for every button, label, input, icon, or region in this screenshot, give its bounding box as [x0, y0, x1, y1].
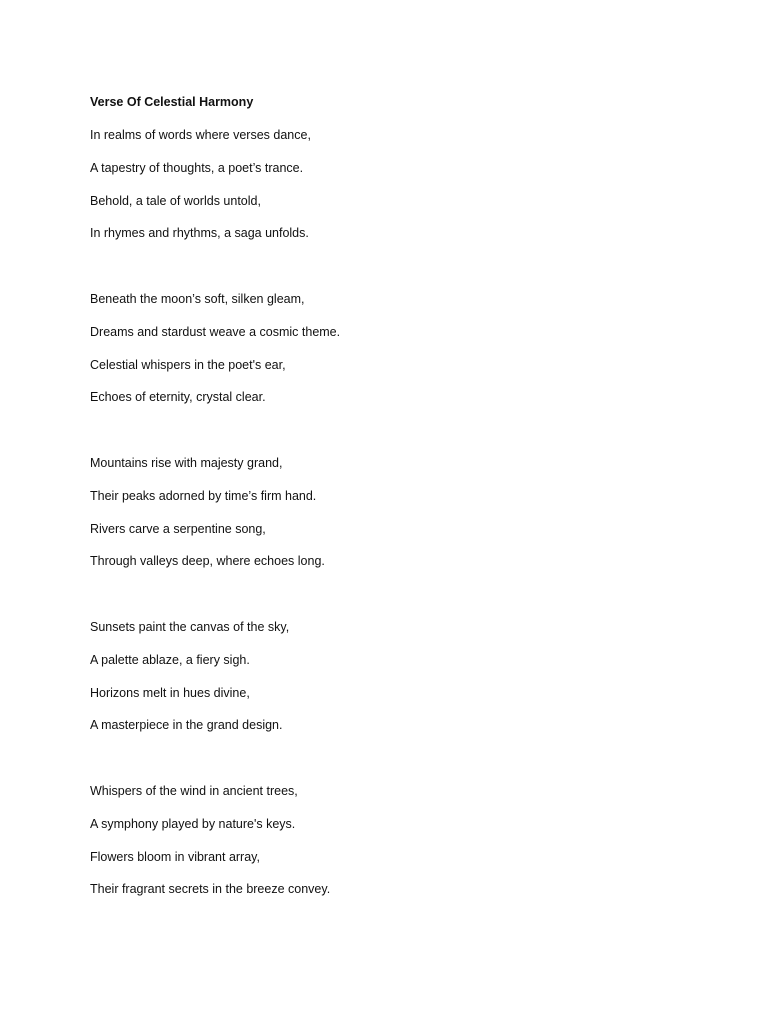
poem-line: A tapestry of thoughts, a poet’s trance. [90, 160, 304, 175]
poem-line: A masterpiece in the grand design. [90, 718, 283, 733]
document-body [90, 93, 690, 946]
poem-line: Through valleys deep, where echoes long. [90, 554, 325, 569]
poem-line: Sunsets paint the canvas of the sky, [90, 619, 290, 634]
poem-line: Beneath the moon’s soft, silken gleam, [90, 291, 305, 306]
poem-line: Horizons melt in hues divine, [90, 685, 250, 700]
poem-line: Their fragrant secrets in the breeze convey. [90, 882, 331, 897]
poem-line: Echoes of eternity, crystal clear. [90, 390, 266, 405]
poem-line: A symphony played by nature's keys. [90, 816, 296, 831]
poem-line: Mountains rise with majesty grand, [90, 455, 283, 470]
stanza-2 [90, 290, 690, 406]
poem-line: Rivers carve a serpentine song, [90, 521, 266, 536]
poem-title: Verse Of Celestial Harmony [90, 95, 254, 109]
poem-line: In realms of words where verses dance, [90, 128, 311, 142]
stanza-5 [90, 782, 690, 898]
poem-line: Behold, a tale of worlds untold, [90, 193, 261, 208]
poem-line: Celestial whispers in the poet's ear, [90, 357, 286, 372]
poem-line: In rhymes and rhythms, a saga unfolds. [90, 226, 309, 241]
poem-line: Flowers bloom in vibrant array, [90, 849, 260, 864]
poem-line: Their peaks adorned by time’s firm hand. [90, 488, 317, 503]
poem-line: Dreams and stardust weave a cosmic theme. [90, 324, 341, 339]
stanza-3 [90, 454, 690, 570]
poem-line: Whispers of the wind in ancient trees, [90, 783, 298, 798]
stanza-4 [90, 618, 690, 734]
poem-line: A palette ablaze, a fiery sigh. [90, 652, 250, 667]
stanza-1 [90, 126, 690, 242]
